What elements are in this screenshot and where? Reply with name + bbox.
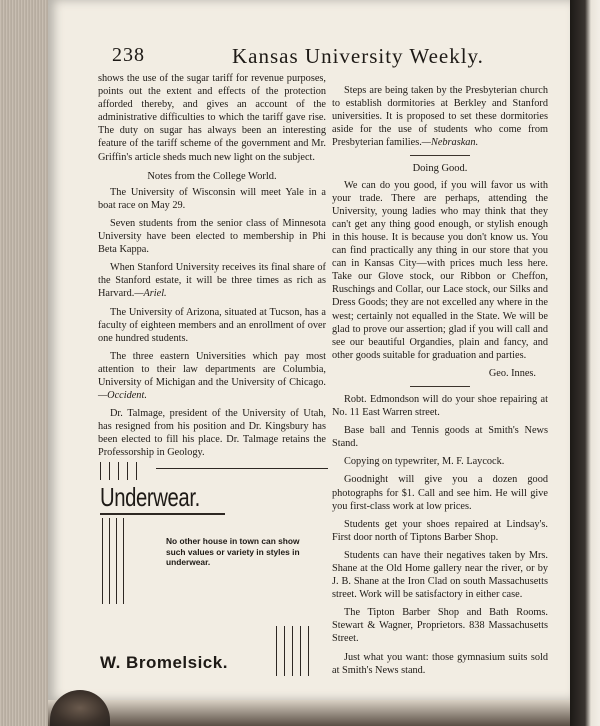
news-item <box>98 350 326 402</box>
notice-item: Copying on typewriter, M. F. Laycock. <box>344 456 505 468</box>
divider <box>410 155 470 156</box>
section-heading: Notes from the College World. <box>147 170 277 182</box>
running-head: Kansas University Weekly. <box>232 44 484 68</box>
ad-title: Underwear. <box>100 482 200 512</box>
article-paragraph: shows the use of the sugar tariff for revenue purposes, points out the extent and effects of the protection afforded thereby, and gives an account of the administrative difficulties to which the tariff gave rise. The duty on sugar has always been an interesting feature of the tariff scheme of the government and Mr. Griffin's article sheds much new light on the subject. <box>98 73 326 163</box>
notice-item: Base ball and Tennis goods at Smith's News Stand. <box>332 425 548 450</box>
notice-item: Students get your shoes repaired at Lindsay's. First door north of Tiptons Barber Shop. <box>332 518 548 543</box>
news-item-source: —Occident. <box>98 390 147 402</box>
right-column <box>332 84 548 682</box>
page-number: 238 <box>112 44 145 66</box>
ad-decoration <box>100 462 145 482</box>
news-item-text: The three eastern Universities which pay most attention to their law departments are Columbia, University of Michigan and the University of Chicago. <box>98 350 326 388</box>
ad-text: No other house in town can show such values or variety in styles in underwear. <box>166 536 300 568</box>
ad-merchant-name: W. Bromelsick. <box>100 653 228 672</box>
page-bottom-shadow <box>48 700 570 726</box>
book-page-edges <box>0 0 50 726</box>
left-column <box>98 72 326 465</box>
underwear-advertisement <box>98 460 330 678</box>
notice-item: Robt. Edmondson will do your shoe repairing at No. 11 East Warren street. <box>332 393 548 419</box>
news-item-text: When Stanford University receives its final share of the Stanford estate, it will be three times as rich as Harvard. <box>98 262 326 300</box>
news-item: The University of Wisconsin will meet Yale in a boat race on May 29. <box>98 186 326 211</box>
ad-decoration <box>276 626 316 676</box>
advertisement-text: We can do you good, if you will favor us with your trade. There are perhaps, attending the University, young ladies who may think that they can't get any thing good enough, or stylish enough in this house. It is because you don't know us. You can find practically any thing in our store that you can in Kansas City—with prices much less here. Take our Glove stock, our Ribbon or Cheffon, Ruschings and Collar, our Lace stock, our Silks and Dress Goods; they are not excelled any where in the west; certainly not equalled in the State. We will be glad to prove our assertion; glad if you will call and see our beautiful Organdies, plain and fancy, and other goods suitable for graduation and parties. <box>332 179 548 361</box>
news-item: Seven students from the senior class of Minnesota University have been elected to membership in Phi Beta Kappa. <box>98 217 326 256</box>
divider <box>410 386 470 387</box>
ad-decoration <box>102 518 130 604</box>
news-item-text: Steps are being taken by the Presbyterian church to establish dormitories at Berkley and Stanford universities. It is proposed to set these dormitories aside for the use of students who come from Presbyterian families. <box>332 85 548 149</box>
notice-item: The Tipton Barber Shop and Bath Rooms. Stewart & Wagner, Proprietors. 838 Massachusetts Street. <box>332 607 548 645</box>
notice-item: Students can have their negatives taken by Mrs. Shane at the Old Home gallery near the river, or by J. B. Shane at the Iron Clad on south Massachusetts street. Work will be satisfactory in either case. <box>332 549 548 601</box>
news-item <box>98 261 326 300</box>
book-gutter <box>570 0 600 726</box>
section-heading: Doing Good. <box>412 163 468 175</box>
news-item-source: —Nebraskan. <box>421 137 479 149</box>
ad-title-underline <box>100 513 225 515</box>
news-item <box>332 84 548 149</box>
notice-item: Just what you want: those gymnasium suits sold at Smith's News stand. <box>332 651 548 676</box>
news-item-source: —Ariel. <box>134 288 167 300</box>
news-item: Dr. Talmage, president of the University of Utah, has resigned from his position and Dr. Kingsbury has been elected to fill his place. Dr. Talmage retains the Professorship in Geology. <box>98 408 326 459</box>
signature: Geo. Innes. <box>488 367 536 379</box>
ad-rule <box>156 468 328 469</box>
news-item: The University of Arizona, situated at Tucson, has a faculty of eighteen members and an enrollment of over one hundred students. <box>98 306 326 344</box>
notice-item: Goodnight will give you a dozen good photographs for $1. Call and see him. He will give you first-class work at low prices. <box>332 474 548 512</box>
